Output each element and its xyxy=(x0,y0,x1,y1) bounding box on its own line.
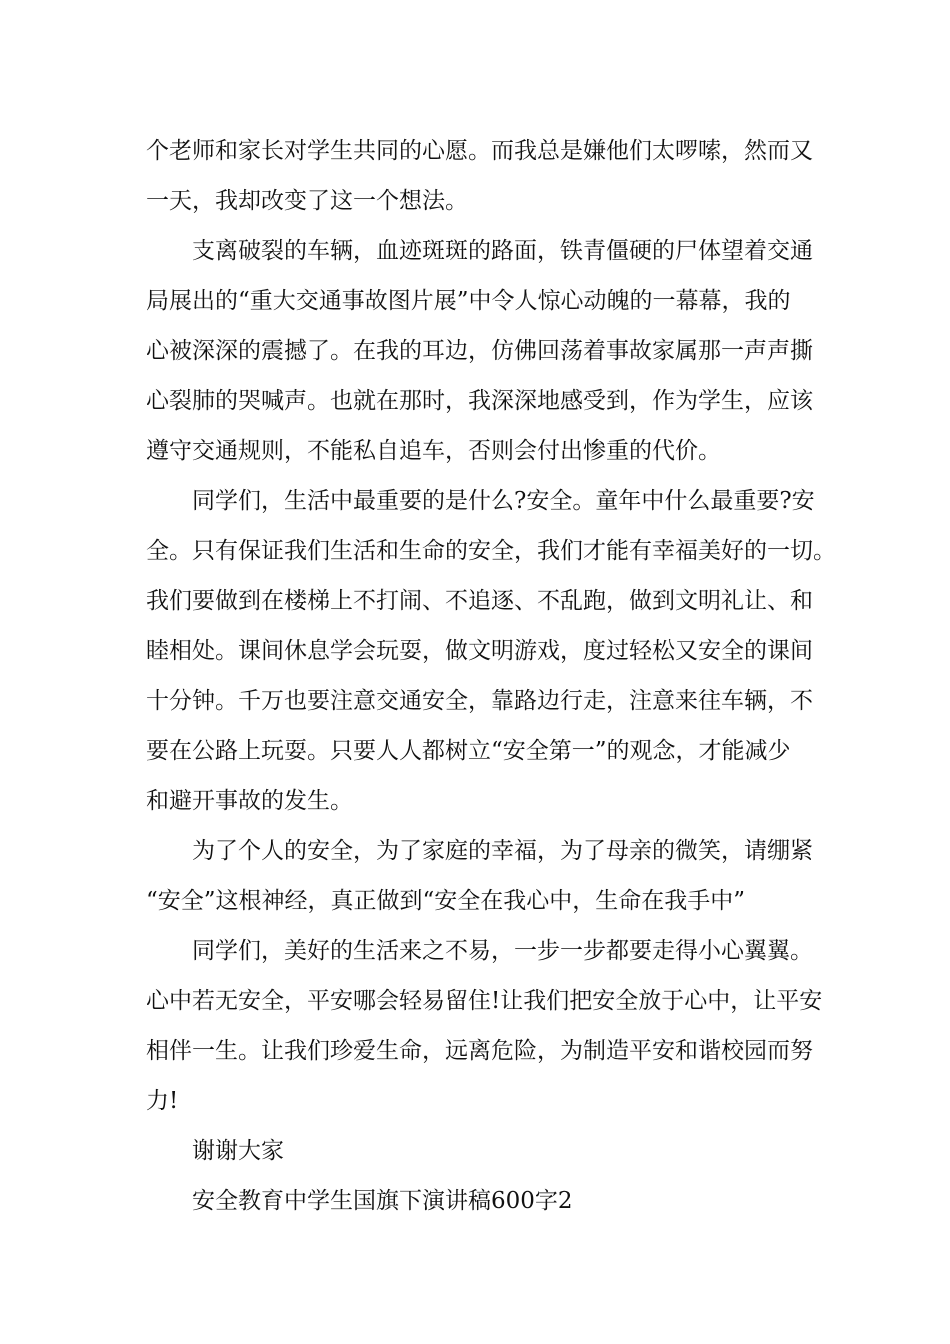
paragraph-closing-appeal xyxy=(146,926,826,1126)
text-line: 心裂肺的哭喊声。也就在那时，我深深地感受到，作为学生，应该 xyxy=(146,388,813,414)
text-line: 支离破裂的车辆，血迹斑斑的路面，铁青僵硬的尸体望着交通 xyxy=(192,238,813,264)
paragraph-safety-nerve xyxy=(146,826,826,926)
text-line: 和避开事故的发生。 xyxy=(146,788,353,814)
text-line: “安全”这根神经，真正做到“安全在我心中，生命在我手中” xyxy=(146,888,746,914)
text-line: 心中若无安全，平安哪会轻易留住!让我们把安全放于心中，让平安 xyxy=(146,988,823,1014)
text-line: 同学们，生活中最重要的是什么?安全。童年中什么最重要?安 xyxy=(192,488,815,514)
text-line: 为了个人的安全，为了家庭的幸福，为了母亲的微笑，请绷紧 xyxy=(192,838,813,864)
paragraph-continuation xyxy=(146,126,826,226)
text-line: 局展出的“重大交通事故图片展”中令人惊心动魄的一幕幕，我的 xyxy=(146,288,791,314)
section-heading-speech-2 xyxy=(146,1176,826,1226)
text-line: 一天，我却改变了这一个想法。 xyxy=(146,188,468,214)
text-line: 十分钟。千万也要注意交通安全，靠路边行走，注意来往车辆，不 xyxy=(146,688,813,714)
text-line: 同学们，美好的生活来之不易，一步一步都要走得小心翼翼。 xyxy=(192,938,813,964)
text-line: 睦相处。课间休息学会玩耍，做文明游戏，度过轻松又安全的课间 xyxy=(146,638,813,664)
text-line: 遵守交通规则，不能私自追车，否则会付出惨重的代价。 xyxy=(146,438,721,464)
document-body xyxy=(146,126,836,1226)
text-line: 全。只有保证我们生活和生命的安全，我们才能有幸福美好的一切。 xyxy=(146,538,836,564)
paragraph-accident-exhibition xyxy=(146,226,826,476)
text-line: 安全教育中学生国旗下演讲稿600字2 xyxy=(192,1188,573,1214)
text-line: 要在公路上玩耍。只要人人都树立“安全第一”的观念，才能减少 xyxy=(146,738,791,764)
text-line: 谢谢大家 xyxy=(192,1138,284,1164)
paragraph-safety-importance xyxy=(146,476,836,826)
text-line: 心被深深的震撼了。在我的耳边，仿佛回荡着事故家属那一声声撕 xyxy=(146,338,813,364)
text-line: 个老师和家长对学生共同的心愿。而我总是嫌他们太啰嗦，然而又 xyxy=(146,138,813,164)
text-line: 我们要做到在楼梯上不打闹、不追逐、不乱跑，做到文明礼让、和 xyxy=(146,588,813,614)
text-line: 相伴一生。让我们珍爱生命，远离危险，为制造平安和谐校园而努 xyxy=(146,1038,813,1064)
text-line: 力! xyxy=(146,1088,179,1114)
paragraph-thanks xyxy=(146,1126,826,1176)
